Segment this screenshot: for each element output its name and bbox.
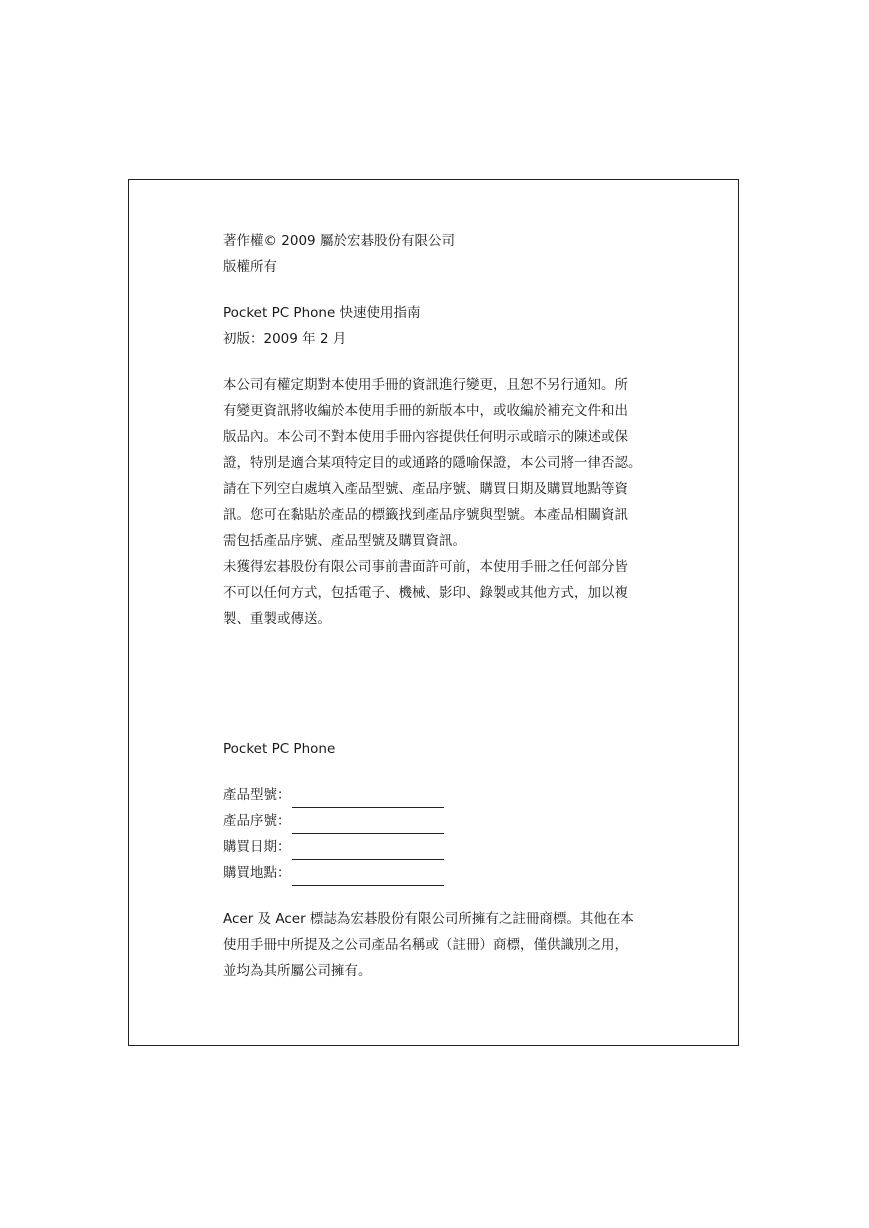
serial-field xyxy=(223,808,665,834)
model-field xyxy=(223,782,665,808)
purchase-date-field xyxy=(223,834,665,860)
guide-title: Pocket PC Phone 快速使用指南 xyxy=(223,305,421,321)
reproduction-line: 製、重製或傳送。 xyxy=(223,611,331,627)
purchase-place-field xyxy=(223,860,665,886)
field-label: 產品序號： xyxy=(223,813,291,829)
reproduction-paragraph xyxy=(223,554,665,632)
trademark-line: Acer 及 Acer 標誌為宏碁股份有限公司所擁有之註冊商標。其他在本 xyxy=(223,911,634,927)
document-content xyxy=(223,228,665,984)
disclaimer-line: 本公司有權定期對本使用手冊的資訊進行變更，且恕不另行通知。所 xyxy=(223,377,628,393)
disclaimer-line: 需包括產品序號、產品型號及購買資訊。 xyxy=(223,533,466,549)
reproduction-line: 不可以任何方式，包括電子、機械、影印、錄製或其他方式，加以複 xyxy=(223,585,628,601)
product-name: Pocket PC Phone xyxy=(223,741,336,757)
copyright-line: 著作權© 2009 屬於宏碁股份有限公司 xyxy=(223,233,455,249)
edition-date: 初版：2009 年 2 月 xyxy=(223,331,347,347)
disclaimer-line: 訊。您可在黏貼於產品的標籤找到產品序號與型號。本產品相關資訊 xyxy=(223,507,628,523)
all-rights-reserved: 版權所有 xyxy=(223,259,277,275)
trademark-line: 並均為其所屬公司擁有。 xyxy=(223,963,372,979)
serial-blank-line[interactable] xyxy=(292,819,444,834)
disclaimer-line: 版品內。本公司不對本使用手冊內容提供任何明示或暗示的陳述或保 xyxy=(223,429,628,445)
trademark-paragraph xyxy=(223,906,665,984)
purchase-date-blank-line[interactable] xyxy=(292,845,444,860)
disclaimer-paragraph xyxy=(223,372,665,554)
product-info-form xyxy=(223,782,665,886)
field-label: 產品型號： xyxy=(223,787,291,803)
disclaimer-line: 有變更資訊將收編於本使用手冊的新版本中，或收編於補充文件和出 xyxy=(223,403,628,419)
field-label: 購買日期： xyxy=(223,839,291,855)
reproduction-line: 未獲得宏碁股份有限公司事前書面許可前，本使用手冊之任何部分皆 xyxy=(223,559,628,575)
purchase-place-blank-line[interactable] xyxy=(292,871,444,886)
disclaimer-line: 請在下列空白處填入產品型號、產品序號、購買日期及購買地點等資 xyxy=(223,481,628,497)
field-label: 購買地點： xyxy=(223,865,291,881)
disclaimer-line: 證，特別是適合某項特定目的或通路的隱喻保證，本公司將一律否認。 xyxy=(223,455,642,471)
model-blank-line[interactable] xyxy=(292,793,444,808)
trademark-line: 使用手冊中所提及之公司產品名稱或（註冊）商標，僅供識別之用， xyxy=(223,937,628,953)
